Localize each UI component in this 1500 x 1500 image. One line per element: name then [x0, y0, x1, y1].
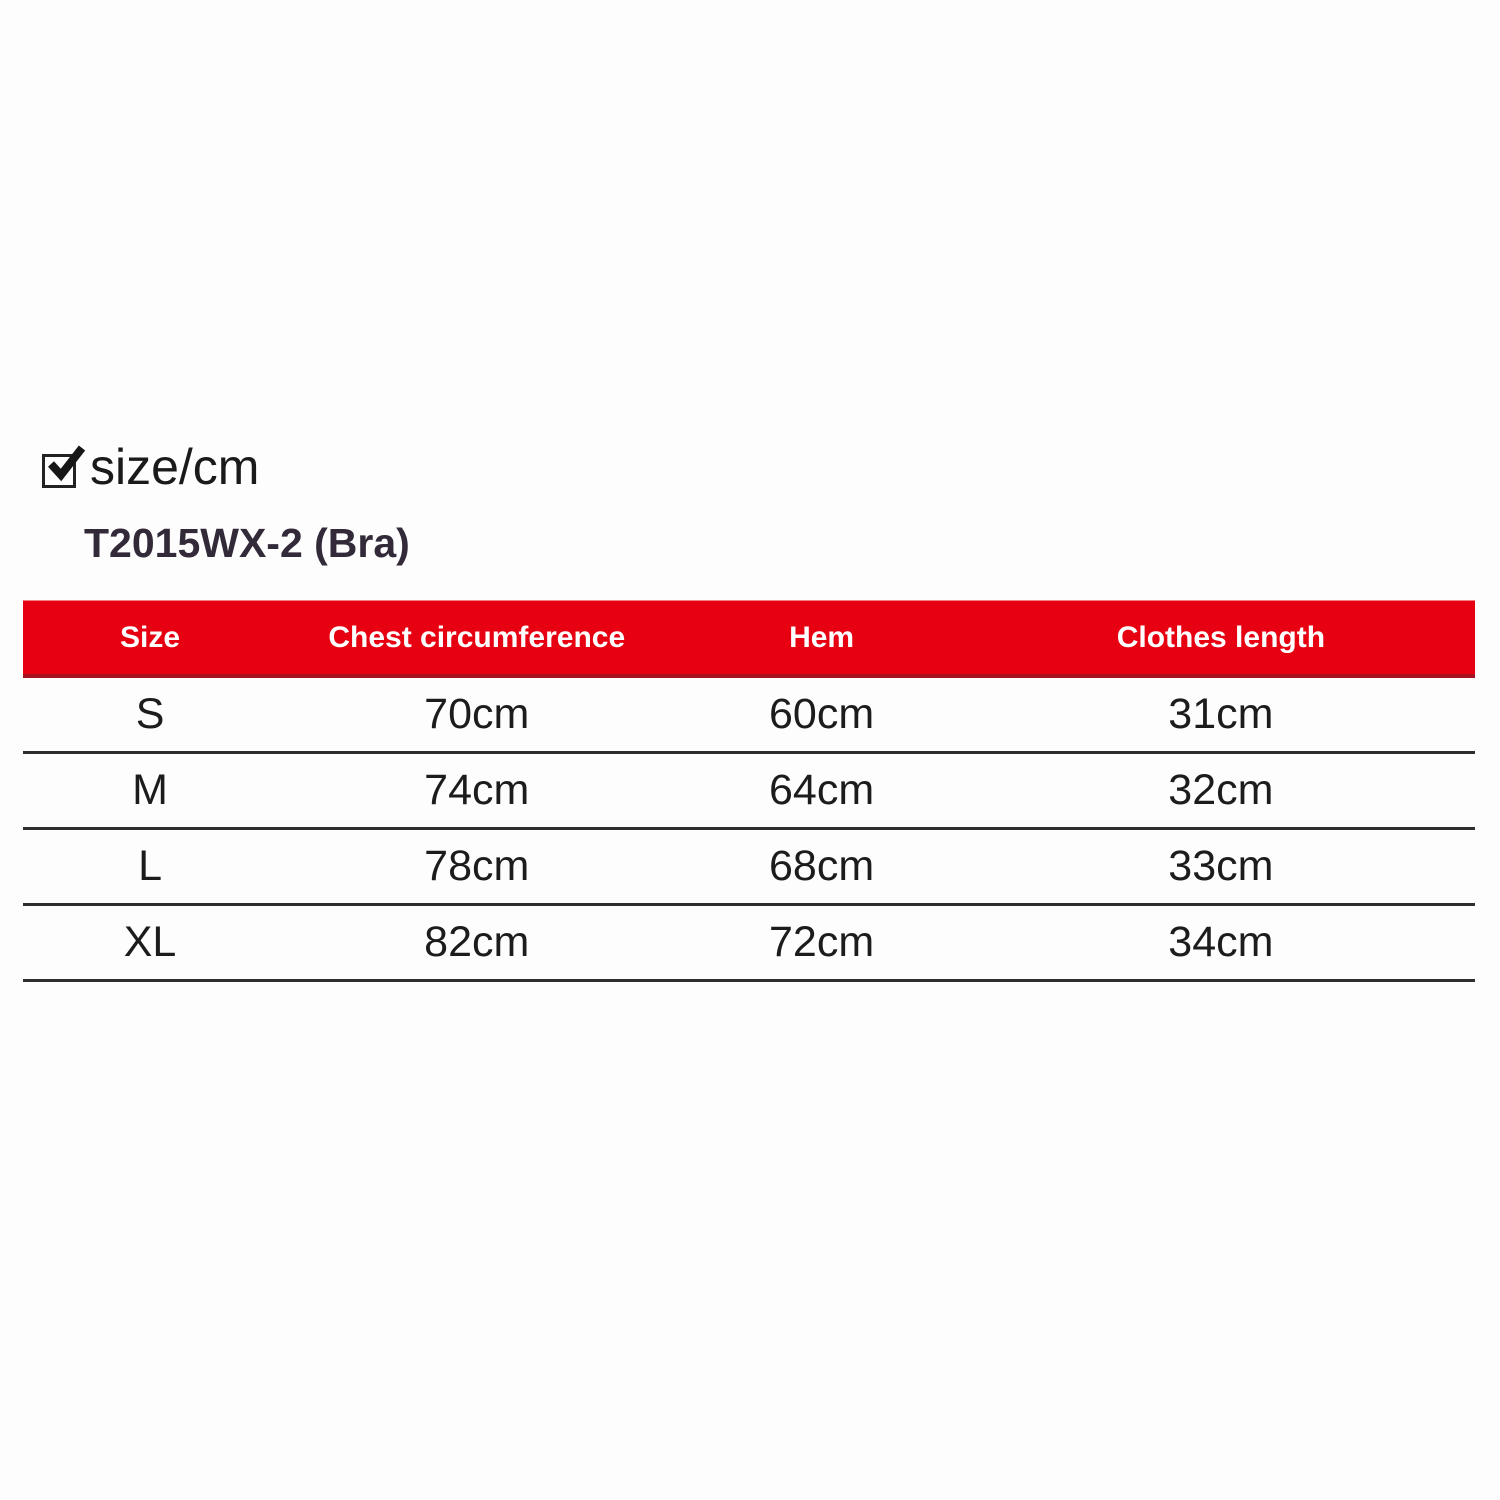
size-value: M — [132, 766, 168, 814]
table-row — [23, 906, 1475, 982]
product-title: T2015WX-2 (Bra) — [84, 520, 410, 566]
table-row — [23, 754, 1475, 830]
length-value: 34cm — [1168, 918, 1274, 966]
size-chart-table — [23, 600, 1475, 982]
table-row — [23, 830, 1475, 906]
column-header-size: Size — [120, 620, 181, 654]
hem-value: 72cm — [769, 918, 875, 966]
size-value: L — [138, 842, 162, 890]
column-header-length: Clothes length — [1116, 620, 1326, 654]
hem-value: 60cm — [769, 690, 875, 738]
chest-value: 74cm — [424, 766, 530, 814]
size-unit-row — [42, 438, 259, 496]
length-value: 31cm — [1168, 690, 1274, 738]
size-value: S — [135, 690, 165, 738]
length-value: 33cm — [1168, 842, 1274, 890]
column-header-hem: Hem — [789, 620, 855, 654]
chest-value: 82cm — [424, 918, 530, 966]
hem-value: 64cm — [769, 766, 875, 814]
length-value: 32cm — [1168, 766, 1274, 814]
size-unit-label: size/cm — [90, 439, 260, 495]
size-cm-checkbox[interactable] — [42, 454, 76, 488]
size-value: XL — [123, 918, 177, 966]
table-row — [23, 678, 1475, 754]
chest-value: 78cm — [424, 842, 530, 890]
column-header-chest: Chest circumference — [328, 620, 626, 654]
hem-value: 68cm — [769, 842, 875, 890]
table-header-row — [23, 600, 1475, 678]
chest-value: 70cm — [424, 690, 530, 738]
